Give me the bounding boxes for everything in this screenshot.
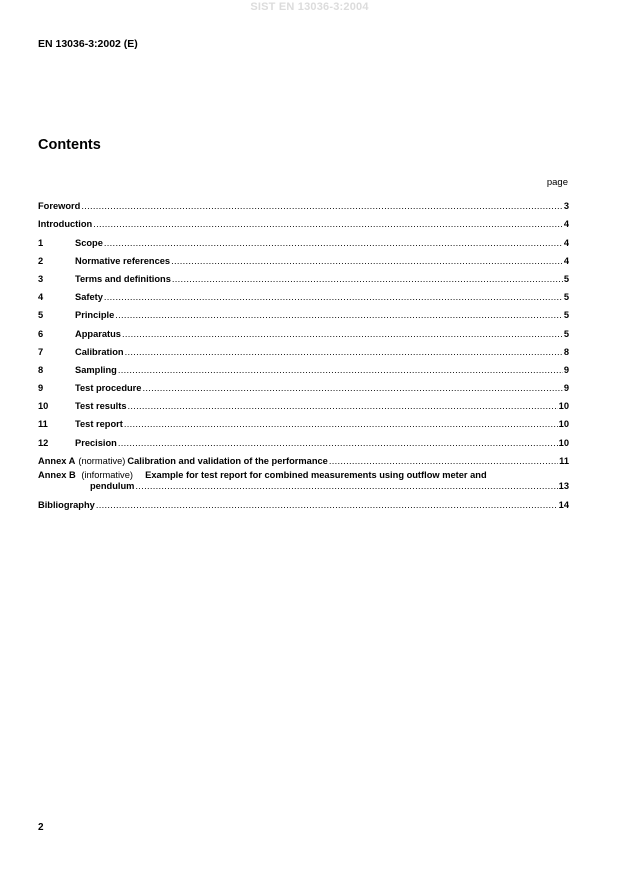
toc-entry-calibration[interactable] (38, 339, 569, 357)
contents-heading: Contents (38, 137, 101, 153)
toc-entry-number: 10 (38, 401, 49, 412)
toc-entry-title: Test procedure (75, 383, 142, 394)
annex-type: (normative) (78, 455, 126, 466)
toc-entry-title: Test report (75, 419, 123, 430)
toc-dot-leader (125, 347, 563, 357)
toc-entry-number: 7 (38, 346, 44, 357)
toc-entry-title: Sampling (75, 364, 117, 375)
toc-entry-safety[interactable] (38, 284, 569, 302)
toc-entry-terms-and-definitions[interactable] (38, 266, 569, 284)
toc-dot-leader (96, 500, 558, 510)
toc-dot-leader (128, 401, 558, 411)
toc-entry-page: 9 (563, 383, 569, 394)
toc-entry-principle[interactable] (38, 302, 569, 320)
toc-dot-leader (124, 419, 558, 429)
toc-dot-leader (104, 292, 563, 302)
toc-entry-precision[interactable] (38, 429, 569, 447)
toc-dot-leader (135, 481, 557, 492)
toc-dot-leader (93, 219, 563, 229)
toc-entry-title: Scope (75, 237, 103, 248)
toc-entry-title: Normative references (75, 255, 171, 266)
toc-entry-page: 5 (563, 273, 569, 284)
toc-dot-leader (172, 274, 563, 284)
toc-entry-page: 10 (558, 401, 569, 412)
toc-dot-leader (81, 201, 562, 211)
toc-entry-introduction[interactable] (38, 211, 569, 229)
toc-entry-page: 9 (563, 364, 569, 375)
toc-entry-title: Apparatus (75, 328, 121, 339)
annex-label: Annex B (38, 469, 76, 480)
toc-entry-title: Principle (75, 310, 115, 321)
toc-entry-annex-b[interactable] (38, 466, 569, 492)
toc-entry-page: 4 (563, 237, 569, 248)
toc-entry-title: Safety (75, 292, 103, 303)
toc-entry-title: Bibliography (38, 500, 95, 510)
table-of-contents (38, 193, 569, 510)
toc-entry-title-continued: pendulum (90, 480, 135, 491)
toc-entry-scope[interactable] (38, 229, 569, 247)
toc-dot-leader (171, 256, 563, 266)
toc-entry-test-procedure[interactable] (38, 375, 569, 393)
toc-entry-number: 5 (38, 310, 44, 321)
toc-entry-test-results[interactable] (38, 393, 569, 411)
toc-entry-number: 3 (38, 273, 44, 284)
toc-entry-title: Foreword (38, 201, 81, 212)
toc-entry-number: 12 (38, 437, 49, 448)
toc-entry-page: 11 (559, 455, 569, 466)
toc-entry-title: Terms and definitions (75, 273, 171, 284)
footer-page-number: 2 (38, 822, 44, 833)
annex-type: (informative) (81, 469, 133, 480)
toc-entry-page: 10 (558, 437, 569, 448)
toc-entry-number: 8 (38, 364, 44, 375)
toc-entry-title: Test results (75, 401, 127, 412)
toc-entry-sampling[interactable] (38, 357, 569, 375)
toc-entry-page: 10 (558, 419, 569, 430)
toc-entry-annex-a[interactable] (38, 448, 569, 466)
toc-entry-title: Calibration (75, 346, 124, 357)
toc-entry-title: Calibration and validation of the performance (127, 455, 328, 466)
toc-entry-test-report[interactable] (38, 411, 569, 429)
toc-entry-page: 8 (563, 346, 569, 357)
toc-entry-number: 11 (38, 419, 48, 430)
toc-entry-number: 1 (38, 237, 44, 248)
toc-entry-page: 14 (558, 500, 569, 510)
watermark: SIST EN 13036-3:2004 (250, 1, 369, 13)
toc-entry-title: Introduction (38, 219, 93, 230)
annex-label: Annex A (38, 455, 76, 466)
toc-dot-leader (118, 438, 558, 448)
toc-entry-page: 13 (558, 480, 569, 491)
toc-entry-number: 2 (38, 255, 44, 266)
toc-entry-title: Example for test report for combined measurements using outflow meter and (145, 469, 487, 480)
toc-entry-page: 5 (563, 292, 569, 303)
toc-entry-title: Precision (75, 437, 117, 448)
toc-entry-number: 4 (38, 292, 44, 303)
toc-entry-bibliography[interactable] (38, 492, 569, 510)
toc-dot-leader (329, 456, 558, 466)
toc-dot-leader (142, 383, 562, 393)
toc-entry-page: 3 (563, 201, 569, 212)
toc-entry-normative-references[interactable] (38, 248, 569, 266)
toc-entry-apparatus[interactable] (38, 320, 569, 338)
toc-entry-number: 9 (38, 383, 44, 394)
toc-entry-foreword[interactable] (38, 193, 569, 211)
toc-entry-page: 4 (563, 219, 569, 230)
toc-entry-number: 6 (38, 328, 44, 339)
toc-dot-leader (122, 329, 563, 339)
page-column-label: page (546, 177, 568, 188)
toc-entry-page: 4 (563, 255, 569, 266)
toc-dot-leader (104, 238, 563, 248)
toc-entry-page: 5 (563, 310, 569, 321)
document-id: EN 13036-3:2002 (E) (38, 38, 138, 50)
toc-dot-leader (115, 310, 563, 320)
toc-dot-leader (118, 365, 563, 375)
toc-entry-page: 5 (563, 328, 569, 339)
